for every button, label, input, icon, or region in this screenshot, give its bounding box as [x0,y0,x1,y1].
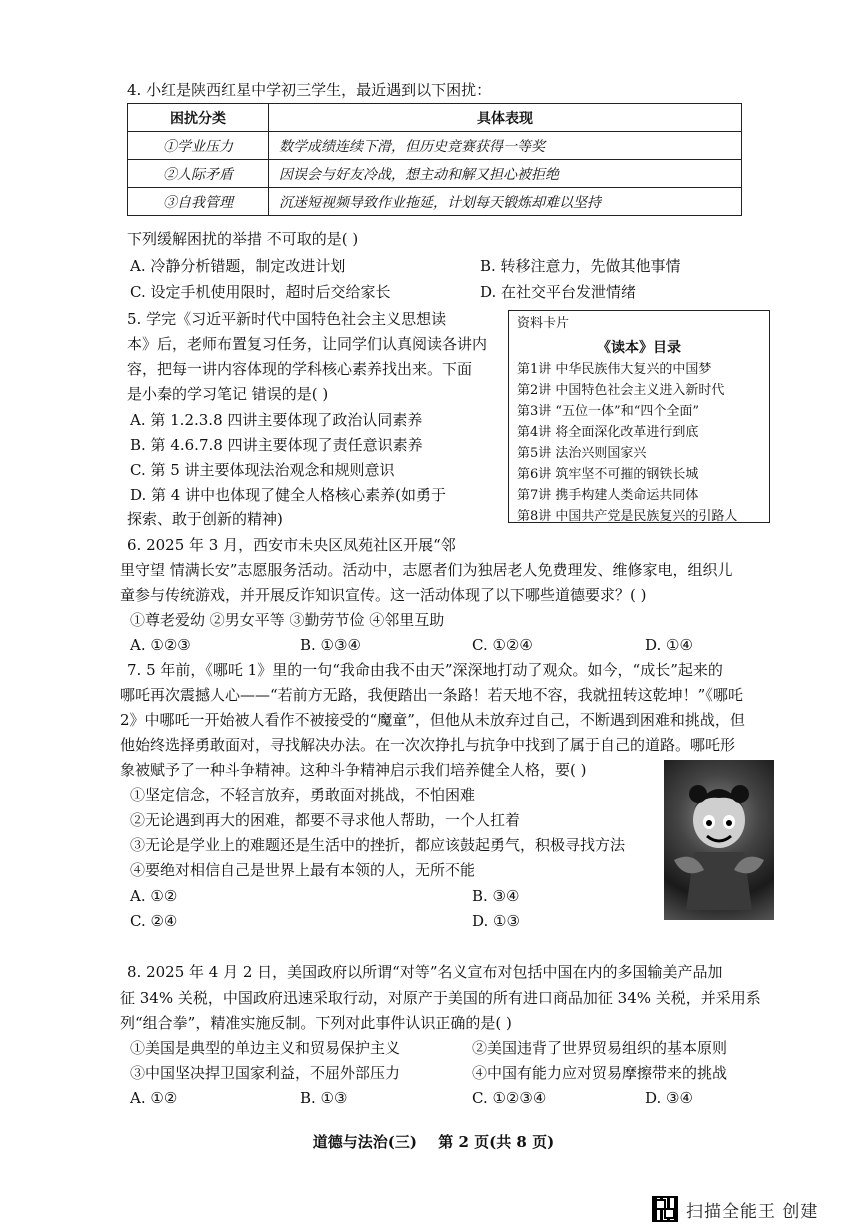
q5-option-d[interactable]: D. 第 4 讲中也体现了健全人格核心素养(如勇于 [130,486,446,504]
q7-stem-line: 他始终选择勇敢面对，寻找解决办法。在一次次挣扎与抗争中找到了属于自己的道路。哪吒形 [120,736,736,754]
q5-stem-line: 容，把每一讲内容体现的学科核心素养找出来。下面 [127,360,473,378]
q8-option-b[interactable]: B. ①③ [300,1089,348,1107]
table-header-description: 具体表现 [269,104,742,132]
q4-stem: 4. 小红是陕西红星中学初三学生，最近遇到以下困扰： [127,81,492,99]
q7-stem-line: 7. 5 年前，《哪吒 1》里的一句“我命由我不由天”深深地打动了观众。如今，“成长”起来的 [127,661,723,679]
q5-option-c[interactable]: C. 第 5 讲主要体现法治观念和规则意识 [130,461,395,479]
q8-option-c[interactable]: C. ①②③④ [472,1089,547,1107]
footer-page-number: 第 2 页(共 8 页) [438,1133,555,1151]
q5-option-b[interactable]: B. 第 4.6.7.8 四讲主要体现了责任意识素养 [130,436,423,454]
q8-option-d[interactable]: D. ③④ [645,1089,693,1107]
q4-table [127,103,742,216]
q6-stem-line: 6. 2025 年 3 月，西安市未央区凤苑社区开展“邻 [127,536,456,554]
watermark-text: 扫描全能王 创建 [686,1201,819,1222]
table-row [128,132,742,160]
card-item: 第5讲 法治兴则国家兴 [517,446,647,461]
q6-option-a[interactable]: A. ①②③ [130,636,191,654]
card-title: 资料卡片 [517,316,570,331]
q6-option-d[interactable]: D. ①④ [645,636,693,654]
table-cell-category: ③自我管理 [128,188,269,216]
card-item: 第7讲 携手构建人类命运共同体 [517,488,699,503]
card-item: 第8讲 中国共产党是民族复兴的引路人 [517,509,738,524]
table-cell-category: ①学业压力 [128,132,269,160]
q8-stem-line: 8. 2025 年 4 月 2 日，美国政府以所谓“对等”名义宣布对包括中国在内的多国输美产品加 [127,963,723,981]
q8-item: ①美国是典型的单边主义和贸易保护主义 [130,1039,401,1057]
table-header-row [128,104,742,132]
table-cell-description: 因误会与好友冷战，想主动和解又担心被拒绝 [269,160,742,188]
q4-option-d[interactable]: D. 在社交平台发泄情绪 [480,283,637,301]
q7-stem-line: 象被赋予了一种斗争精神。这种斗争精神启示我们培养健全人格，要( ) [120,761,587,779]
q4-question: 下列缓解困扰的举措 不可取的是( ) [127,230,359,248]
q7-item: ④要绝对相信自己是世界上最有本领的人，无所不能 [130,861,476,879]
card-item: 第4讲 将全面深化改革进行到底 [517,425,699,440]
scanner-watermark [652,1196,818,1222]
nezha-illustration [664,760,774,920]
q7-option-b[interactable]: B. ③④ [472,887,520,905]
q7-item: ②无论遇到再大的困难，都要不寻求他人帮助，一个人扛着 [130,811,521,829]
q7-item: ③无论是学业上的难题还是生活中的挫折，都应该鼓起勇气，积极寻找方法 [130,836,626,854]
qr-code-icon [652,1196,678,1222]
q8-option-a[interactable]: A. ①② [130,1089,178,1107]
q4-option-a[interactable]: A. 冷静分析错题，制定改进计划 [130,257,346,275]
card-main-title: 《读本》目录 [597,340,681,356]
q8-stem-line: 征 34% 关税，中国政府迅速采取行动，对原产于美国的所有进口商品加征 34% 关税，并采用系 [120,989,761,1007]
table-cell-description: 数学成绩连续下滑，但历史竞赛获得一等奖 [269,132,742,160]
q7-stem-line: 哪吒再次震撼人心——“若前方无路，我便踏出一条路！若天地不容，我就扭转这乾坤！”《哪吒 [120,686,743,704]
q5-option-a[interactable]: A. 第 1.2.3.8 四讲主要体现了政治认同素养 [130,411,423,429]
q6-option-b[interactable]: B. ①③④ [300,636,361,654]
table-cell-description: 沉迷短视频导致作业拖延，计划每天锻炼却难以坚持 [269,188,742,216]
q8-item: ④中国有能力应对贸易摩擦带来的挑战 [472,1064,728,1082]
table-row [128,160,742,188]
q6-stem-line: 童参与传统游戏，并开展反诈知识宣传。这一活动体现了以下哪些道德要求？( ) [120,586,647,604]
q5-stem-line: 本》后，老师布置复习任务，让同学们认真阅读各讲内 [127,335,488,353]
q5-stem-line: 是小秦的学习笔记 错误的是( ) [127,385,329,403]
q4-option-b[interactable]: B. 转移注意力，先做其他事情 [480,257,681,275]
info-card [508,310,770,523]
card-item: 第6讲 筑牢坚不可摧的钢铁长城 [517,467,699,482]
q8-item: ②美国违背了世界贸易组织的基本原则 [472,1039,728,1057]
q8-stem-line: 列“组合拳”，精准实施反制。下列对此事件认识正确的是( ) [120,1014,512,1032]
q7-item: ①坚定信念，不轻言放弃，勇敢面对挑战，不怕困难 [130,786,476,804]
q7-option-c[interactable]: C. ②④ [130,912,178,930]
footer-subject: 道德与法治(三) [312,1133,417,1151]
nezha-figure-icon [664,760,774,920]
q4-option-c[interactable]: C. 设定手机使用限时，超时后交给家长 [130,283,391,301]
q5-stem-line: 5. 学完《习近平新时代中国特色社会主义思想读 [127,310,447,328]
page-footer [0,1131,867,1152]
q5-option-d-cont: 探索、敢于创新的精神) [127,510,283,528]
card-item: 第1讲 中华民族伟大复兴的中国梦 [517,362,712,377]
q7-option-a[interactable]: A. ①② [130,887,178,905]
table-cell-category: ②人际矛盾 [128,160,269,188]
q8-item: ③中国坚决捍卫国家利益，不屈外部压力 [130,1064,401,1082]
q6-stem-line: 里守望 情满长安”志愿服务活动。活动中，志愿者们为独居老人免费理发、维修家电，组织儿 [120,561,733,579]
table-header-category: 困扰分类 [128,104,269,132]
table-row [128,188,742,216]
q6-items: ①尊老爱幼 ②男女平等 ③勤劳节俭 ④邻里互助 [130,611,445,629]
q7-stem-line: 2》中哪吒一开始被人看作不被接受的“魔童”，但他从未放弃过自己，不断遇到困难和挑战，但 [120,711,745,729]
q6-option-c[interactable]: C. ①②④ [472,636,533,654]
card-item: 第2讲 中国特色社会主义进入新时代 [517,383,725,398]
q7-option-d[interactable]: D. ①③ [472,912,520,930]
card-item: 第3讲 “五位一体”和“四个全面” [517,404,699,419]
